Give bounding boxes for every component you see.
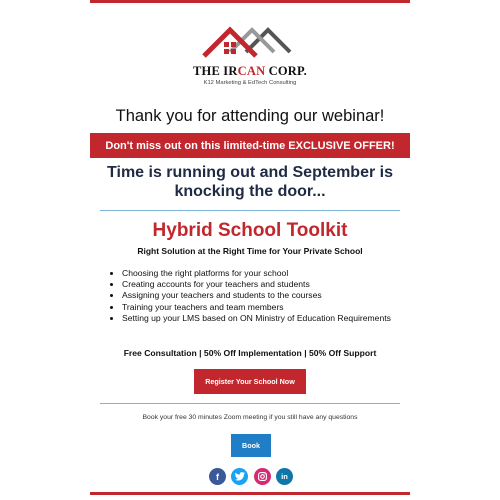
twitter-bird-icon <box>235 472 245 481</box>
instagram-icon[interactable] <box>254 468 271 485</box>
feature-item: • Choosing the right platforms for your school <box>122 268 392 279</box>
feature-item: • Creating accounts for your teachers and students <box>122 279 392 290</box>
offer-banner: Don't miss out on this limited-time EXCLUSIVE OFFER! <box>90 133 410 158</box>
feature-list <box>110 268 392 324</box>
book-button[interactable]: Book <box>231 434 271 457</box>
divider <box>100 210 400 211</box>
instagram-camera-icon <box>258 472 267 481</box>
feature-item: • Assigning your teachers and students to the courses <box>122 290 392 301</box>
brand-prefix: THE IR <box>192 64 238 78</box>
linkedin-icon[interactable] <box>276 468 293 485</box>
urgency-headline: Time is running out and September is knocking the door... <box>107 164 393 200</box>
linkedin-glyph: in <box>281 472 288 481</box>
facebook-icon[interactable] <box>209 468 226 485</box>
twitter-icon[interactable] <box>231 468 248 485</box>
divider <box>100 403 400 404</box>
register-button[interactable]: Register Your School Now <box>194 369 306 394</box>
product-subtitle: Right Solution at the Right Time for Your Private School <box>137 246 363 256</box>
social-links <box>209 468 293 485</box>
thank-you-heading: Thank you for attending our webinar! <box>115 107 385 125</box>
bottom-accent-bar <box>90 492 410 495</box>
feature-item: • Training your teachers and team members <box>122 302 392 313</box>
booking-text: Book your free 30 minutes Zoom meeting if you still have any questions <box>142 414 358 421</box>
product-title: Hybrid School Toolkit <box>152 220 348 241</box>
brand-highlight: CAN <box>237 64 266 78</box>
email-body <box>90 0 410 500</box>
top-accent-bar <box>90 0 410 3</box>
feature-item: • Setting up your LMS based on ON Ministry of Education Requirements <box>122 313 392 324</box>
pricing-summary: Free Consultation | 50% Off Implementation | 50% Off Support <box>123 348 377 358</box>
facebook-glyph: f <box>216 471 219 482</box>
brand-suffix: CORP. <box>265 64 308 78</box>
roof-logo-icon <box>190 22 310 62</box>
brand-tagline: K12 Marketing & EdTech Consulting <box>203 80 297 86</box>
brand-name <box>90 64 410 79</box>
